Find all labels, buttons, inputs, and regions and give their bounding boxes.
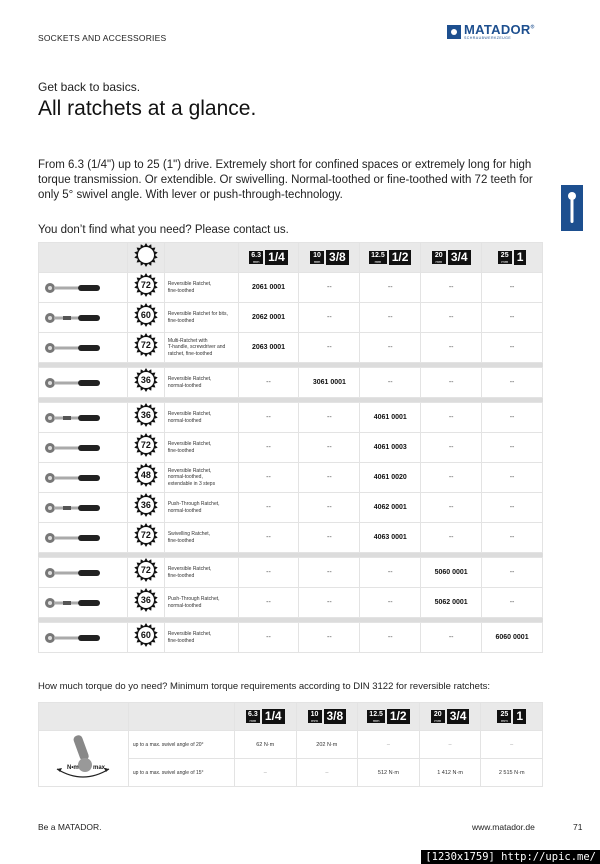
torque-value: – bbox=[358, 731, 420, 759]
teeth-gear-icon bbox=[134, 493, 158, 517]
ratchet-image bbox=[39, 303, 128, 333]
header-drive-inch: 1 bbox=[514, 250, 527, 265]
description-line: normal-toothed, bbox=[167, 474, 203, 481]
description-line: fine-toothed bbox=[167, 447, 195, 454]
ratchet-table bbox=[38, 242, 543, 653]
ratchet-image bbox=[39, 273, 128, 303]
teeth-count: 72 bbox=[140, 280, 151, 290]
torque-value: 512 N·m bbox=[358, 759, 420, 787]
header-drive-badge bbox=[310, 250, 349, 265]
description-line: Multi-Ratchet with bbox=[167, 337, 208, 344]
ratchet-description bbox=[164, 588, 238, 618]
header-drive-unit: mm bbox=[313, 259, 321, 264]
teeth-gear-icon bbox=[134, 523, 158, 547]
header-drive-mm: 10 mm bbox=[310, 251, 324, 264]
empty-cell: -- bbox=[482, 588, 543, 618]
empty-cell: -- bbox=[299, 333, 360, 363]
header-drive-inch: 1/4 bbox=[265, 250, 288, 265]
teeth-gear-icon bbox=[134, 273, 158, 297]
ratchet-icon bbox=[43, 309, 107, 327]
ratchet-image bbox=[39, 493, 128, 523]
teeth-gear-icon bbox=[134, 623, 158, 647]
torque-drive-header-0 bbox=[234, 703, 296, 731]
teeth-count: 60 bbox=[140, 630, 151, 640]
table-row[interactable] bbox=[39, 523, 543, 553]
torque-value: 62 N·m bbox=[234, 731, 296, 759]
description-line: normal-toothed bbox=[167, 382, 202, 389]
article-number[interactable]: 2063 0001 bbox=[238, 333, 299, 363]
empty-cell: -- bbox=[299, 403, 360, 433]
description-line: Reversible Ratchet, bbox=[167, 376, 212, 382]
torque-drive-inch: 1/4 bbox=[262, 709, 285, 724]
torque-drive-header-2 bbox=[358, 703, 420, 731]
ratchet-image bbox=[39, 588, 128, 618]
torque-drive-unit: mm bbox=[501, 718, 508, 723]
empty-cell: -- bbox=[238, 523, 299, 553]
empty-cell: -- bbox=[299, 558, 360, 588]
torque-value: 1 412 N·m bbox=[419, 759, 481, 787]
header-drive-mm: 6.3 mm bbox=[249, 251, 263, 264]
ratchet-description bbox=[164, 558, 238, 588]
ratchet-description bbox=[164, 463, 238, 493]
header-drive-mm: 20 mm bbox=[432, 251, 446, 264]
intro-text: From 6.3 (1/4") up to 25 (1") drive. Extremely short for confined spaces or extremely long for high torque transmission. Or extendible. Or swivelling. Normal-toothed or fine-toothed with 72 teeth for only 5° swivel angle. With lever or push-through-technology. bbox=[38, 159, 533, 201]
ratchet-icon bbox=[43, 564, 107, 582]
empty-cell: -- bbox=[421, 433, 482, 463]
header-drive-badge bbox=[498, 250, 527, 265]
torque-drive-badge bbox=[497, 709, 526, 724]
table-row[interactable] bbox=[39, 433, 543, 463]
ratchet-icon bbox=[43, 629, 107, 647]
ratchet-image bbox=[39, 368, 128, 398]
drive-header-3 bbox=[421, 243, 482, 273]
teeth-gear-icon bbox=[134, 463, 158, 487]
empty-cell: -- bbox=[482, 433, 543, 463]
teeth-count: 36 bbox=[140, 500, 151, 510]
brand-registered-mark: ® bbox=[530, 24, 535, 31]
description-line: Reversible Ratchet, bbox=[167, 566, 212, 572]
empty-cell: -- bbox=[421, 403, 482, 433]
ratchet-icon bbox=[43, 594, 107, 612]
ratchet-icon bbox=[43, 279, 107, 297]
table-row[interactable] bbox=[39, 558, 543, 588]
empty-cell: -- bbox=[421, 493, 482, 523]
page-number: 71 bbox=[573, 822, 583, 832]
ratchet-description bbox=[164, 368, 238, 398]
article-number[interactable]: 4061 0020 bbox=[360, 463, 421, 493]
empty-cell: -- bbox=[299, 493, 360, 523]
description-line: fine-toothed bbox=[167, 537, 195, 544]
header-drive-unit: mm bbox=[374, 259, 382, 264]
table-row[interactable] bbox=[39, 588, 543, 618]
empty-cell: -- bbox=[238, 463, 299, 493]
empty-cell: -- bbox=[360, 558, 421, 588]
description-line: fine-toothed bbox=[167, 637, 195, 644]
table-row[interactable] bbox=[39, 273, 543, 303]
ratchet-icon bbox=[43, 409, 107, 427]
ratchet-description bbox=[164, 493, 238, 523]
empty-cell: -- bbox=[482, 333, 543, 363]
torque-icon-cell bbox=[39, 731, 129, 787]
table-row[interactable] bbox=[39, 623, 543, 653]
teeth-gear-icon bbox=[134, 303, 158, 327]
teeth-gear-icon bbox=[134, 403, 158, 427]
table-row[interactable] bbox=[39, 463, 543, 493]
empty-cell: -- bbox=[360, 588, 421, 618]
teeth-count: 72 bbox=[140, 440, 151, 450]
torque-drive-unit: mm bbox=[434, 718, 442, 723]
empty-cell: -- bbox=[421, 463, 482, 493]
empty-cell: -- bbox=[421, 333, 482, 363]
chapter-tab[interactable] bbox=[561, 185, 583, 231]
teeth-count: 48 bbox=[140, 470, 151, 480]
ratchet-image bbox=[39, 558, 128, 588]
watermark: [1230x1759] http://upic.me/ bbox=[421, 850, 600, 864]
empty-cell: -- bbox=[360, 368, 421, 398]
article-number[interactable]: 4062 0001 bbox=[360, 493, 421, 523]
brand-logo-icon bbox=[447, 25, 461, 39]
table-row bbox=[39, 731, 543, 759]
ratchet-icon bbox=[43, 339, 107, 357]
teeth-count: 72 bbox=[140, 565, 151, 575]
article-number[interactable]: 2062 0001 bbox=[238, 303, 299, 333]
description-line: extendable in 3 steps bbox=[167, 480, 216, 487]
torque-value: – bbox=[296, 759, 358, 787]
ratchet-description bbox=[164, 433, 238, 463]
torque-drive-inch: 3/4 bbox=[447, 709, 470, 724]
gear-header-icon bbox=[134, 243, 158, 267]
torque-icon-label-right: max. bbox=[93, 765, 107, 771]
torque-question: How much torque do yo need? Minimum torque requirements according to DIN 3122 for reversible ratchets: bbox=[38, 681, 490, 692]
contact-text: You don’t find what you need? Please contact us. bbox=[38, 224, 289, 236]
header-drive-mm: 25 mm bbox=[498, 251, 512, 264]
article-number[interactable]: 6060 0001 bbox=[482, 623, 543, 653]
empty-cell: -- bbox=[482, 403, 543, 433]
empty-cell: -- bbox=[238, 433, 299, 463]
teeth-gear-icon bbox=[134, 368, 158, 392]
description-line: Reversible Ratchet, bbox=[167, 631, 212, 637]
empty-cell: -- bbox=[482, 463, 543, 493]
torque-icon-label-left: N•m bbox=[67, 765, 79, 771]
empty-cell: -- bbox=[421, 523, 482, 553]
ratchet-image bbox=[39, 333, 128, 363]
empty-cell: -- bbox=[299, 303, 360, 333]
description-line: fine-toothed bbox=[167, 287, 195, 294]
brand-logo bbox=[447, 23, 535, 41]
header-drive-badge bbox=[432, 250, 471, 265]
description-line: Reversible Ratchet, bbox=[167, 281, 212, 287]
torque-wrench-icon bbox=[43, 731, 123, 781]
torque-drive-mm: 20 mm bbox=[431, 710, 445, 723]
ratchet-image bbox=[39, 403, 128, 433]
section-title: SOCKETS AND ACCESSORIES bbox=[38, 33, 167, 43]
empty-cell: -- bbox=[482, 303, 543, 333]
table-row[interactable] bbox=[39, 368, 543, 398]
description-line: normal-toothed bbox=[167, 417, 202, 424]
empty-cell: -- bbox=[482, 273, 543, 303]
teeth-gear-icon bbox=[134, 588, 158, 612]
description-line: Swivelling Ratchet, bbox=[167, 531, 211, 537]
torque-drive-inch: 1 bbox=[513, 709, 526, 724]
empty-cell: -- bbox=[238, 493, 299, 523]
torque-drive-badge bbox=[308, 709, 347, 724]
brand-subtitle: SCHRAUBWERKZEUGE bbox=[464, 36, 512, 40]
torque-drive-mm: 10 mm bbox=[308, 710, 322, 723]
torque-drive-inch: 3/8 bbox=[324, 709, 347, 724]
footer-slogan: Be a MATADOR. bbox=[38, 822, 102, 832]
description-line: fine-toothed bbox=[167, 317, 195, 324]
torque-value: 2 515 N·m bbox=[481, 759, 543, 787]
header-drive-unit: mm bbox=[435, 259, 443, 264]
drive-header-0 bbox=[238, 243, 299, 273]
empty-cell: -- bbox=[421, 273, 482, 303]
description-line: Reversible Ratchet, bbox=[167, 411, 212, 417]
teeth-count: 72 bbox=[140, 340, 151, 350]
ratchet-description bbox=[164, 303, 238, 333]
torque-table bbox=[38, 702, 543, 787]
torque-drive-header-3 bbox=[419, 703, 481, 731]
empty-cell: -- bbox=[360, 273, 421, 303]
empty-cell: -- bbox=[360, 623, 421, 653]
page-title: All ratchets at a glance. bbox=[38, 97, 257, 120]
torque-table-header bbox=[39, 703, 543, 731]
empty-cell: -- bbox=[238, 368, 299, 398]
ratchet-image bbox=[39, 623, 128, 653]
empty-cell: -- bbox=[482, 523, 543, 553]
teeth-gear-icon bbox=[134, 433, 158, 457]
teeth-count: 36 bbox=[140, 595, 151, 605]
header-drive-inch: 3/4 bbox=[448, 250, 471, 265]
table-row[interactable] bbox=[39, 493, 543, 523]
ratchet-icon bbox=[43, 374, 107, 392]
article-number[interactable]: 5060 0001 bbox=[421, 558, 482, 588]
empty-cell: -- bbox=[482, 493, 543, 523]
torque-drive-header-4 bbox=[481, 703, 543, 731]
description-line: normal-toothed bbox=[167, 507, 202, 514]
ratchet-icon bbox=[43, 499, 107, 517]
teeth-count: 60 bbox=[140, 310, 151, 320]
brand-name: MATADOR bbox=[464, 22, 531, 37]
table-row[interactable] bbox=[39, 403, 543, 433]
torque-drive-inch: 1/2 bbox=[387, 709, 410, 724]
empty-cell: -- bbox=[421, 368, 482, 398]
teeth-gear-icon bbox=[134, 558, 158, 582]
footer-url[interactable]: www.matador.de bbox=[472, 822, 535, 832]
drive-header-4 bbox=[482, 243, 543, 273]
torque-drive-badge bbox=[431, 709, 470, 724]
empty-cell: -- bbox=[238, 403, 299, 433]
torque-value: – bbox=[234, 759, 296, 787]
header-drive-unit: mm bbox=[252, 259, 260, 264]
torque-drive-badge bbox=[367, 709, 409, 724]
empty-cell: -- bbox=[482, 368, 543, 398]
article-number[interactable]: 3061 0001 bbox=[299, 368, 360, 398]
page-kicker: Get back to basics. bbox=[38, 80, 141, 94]
torque-swivel-label: up to a max. swivel angle of 20° bbox=[128, 731, 234, 759]
ratchet-description bbox=[164, 333, 238, 363]
description-line: Push-Through Ratchet, bbox=[167, 596, 220, 602]
teeth-gear-icon bbox=[134, 333, 158, 357]
torque-swivel-label: up to a max. swivel angle of 15° bbox=[128, 759, 234, 787]
empty-cell: -- bbox=[238, 558, 299, 588]
torque-drive-badge bbox=[246, 709, 285, 724]
description-line: Reversible Ratchet for bits, bbox=[167, 311, 228, 317]
teeth-count: 72 bbox=[140, 530, 151, 540]
torque-drive-unit: mm bbox=[372, 718, 380, 723]
description-line: Reversible Ratchet, bbox=[167, 467, 212, 474]
ratchet-description bbox=[164, 273, 238, 303]
ratchet-image bbox=[39, 433, 128, 463]
empty-cell: -- bbox=[299, 273, 360, 303]
empty-cell: -- bbox=[421, 303, 482, 333]
teeth-count: 36 bbox=[140, 410, 151, 420]
teeth-count: 36 bbox=[140, 375, 151, 385]
empty-cell: -- bbox=[421, 623, 482, 653]
ratchet-tab-icon bbox=[566, 191, 578, 225]
torque-drive-mm: 12.5 mm bbox=[369, 711, 383, 723]
torque-drive-mm: 25 mm bbox=[497, 710, 511, 723]
empty-cell: -- bbox=[299, 623, 360, 653]
article-number[interactable]: 5062 0001 bbox=[421, 588, 482, 618]
empty-cell: -- bbox=[238, 588, 299, 618]
article-number[interactable]: 4063 0001 bbox=[360, 523, 421, 553]
ratchet-image bbox=[39, 523, 128, 553]
empty-cell: -- bbox=[360, 333, 421, 363]
header-drive-inch: 3/8 bbox=[326, 250, 349, 265]
torque-value: – bbox=[481, 731, 543, 759]
empty-cell: -- bbox=[482, 558, 543, 588]
ratchet-table-header bbox=[39, 243, 543, 273]
ratchet-icon bbox=[43, 469, 107, 487]
article-number[interactable]: 4061 0003 bbox=[360, 433, 421, 463]
article-number[interactable]: 4061 0001 bbox=[360, 403, 421, 433]
gear-icon bbox=[134, 243, 158, 267]
torque-drive-unit: mm bbox=[311, 718, 318, 723]
drive-header-2 bbox=[360, 243, 421, 273]
article-number[interactable]: 2061 0001 bbox=[238, 273, 299, 303]
empty-cell: -- bbox=[238, 623, 299, 653]
torque-drive-unit: mm bbox=[249, 718, 257, 723]
torque-value: – bbox=[419, 731, 481, 759]
description-line: Reversible Ratchet, bbox=[167, 441, 212, 447]
ratchet-description bbox=[164, 403, 238, 433]
description-line: ratchet, fine-toothed bbox=[167, 350, 213, 357]
ratchet-icon bbox=[43, 439, 107, 457]
torque-drive-header-1 bbox=[296, 703, 358, 731]
empty-cell: -- bbox=[360, 303, 421, 333]
ratchet-description bbox=[164, 623, 238, 653]
header-drive-unit: mm bbox=[501, 259, 509, 264]
table-row[interactable] bbox=[39, 333, 543, 363]
torque-value: 202 N·m bbox=[296, 731, 358, 759]
torque-drive-mm: 6.3 mm bbox=[246, 710, 260, 723]
ratchet-image bbox=[39, 463, 128, 493]
empty-cell: -- bbox=[299, 523, 360, 553]
teeth-header bbox=[127, 243, 164, 273]
ratchet-icon bbox=[43, 529, 107, 547]
header-drive-mm: 12.5 mm bbox=[371, 252, 385, 264]
header-drive-badge bbox=[249, 250, 288, 265]
description-line: Push-Through Ratchet, bbox=[167, 501, 220, 507]
drive-header-1 bbox=[299, 243, 360, 273]
empty-cell: -- bbox=[299, 463, 360, 493]
ratchet-description bbox=[164, 523, 238, 553]
table-row[interactable] bbox=[39, 303, 543, 333]
empty-cell: -- bbox=[299, 588, 360, 618]
description-line: normal-toothed bbox=[167, 602, 202, 609]
description-line: fine-toothed bbox=[167, 572, 195, 579]
header-drive-inch: 1/2 bbox=[389, 250, 412, 265]
description-line: T-handle, screwdriver and bbox=[167, 344, 226, 351]
header-drive-badge bbox=[369, 250, 411, 265]
empty-cell: -- bbox=[299, 433, 360, 463]
